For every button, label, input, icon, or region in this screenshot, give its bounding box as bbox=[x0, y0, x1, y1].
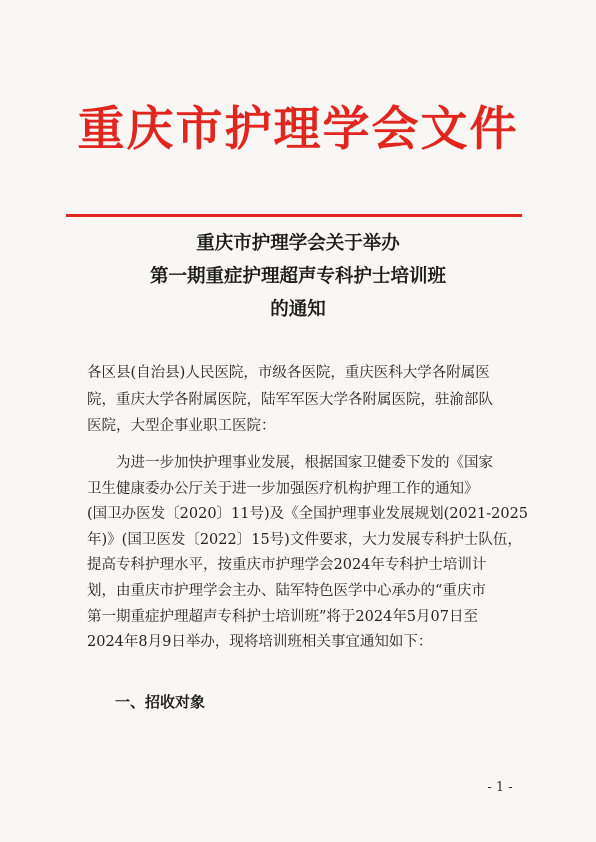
paragraph-line: 提高专科护理水平，按重庆市护理学会2024年专科护士培训计 bbox=[87, 557, 487, 574]
addressee-line: 院，重庆大学各附属医院，陆军军医大学各附属医院，驻渝部队 bbox=[87, 391, 493, 408]
notice-title-line: 第一期重症护理超声专科护士培训班 bbox=[149, 266, 446, 287]
addressee-line: 医院，大型企事业职工医院： bbox=[87, 418, 276, 434]
page-number: - 1 - bbox=[487, 780, 513, 795]
red-divider-line bbox=[66, 214, 522, 217]
paragraph-line: 为进一步加快护理事业发展，根据国家卫健委下发的《国家 bbox=[87, 455, 493, 471]
addressee-block bbox=[87, 360, 519, 440]
notice-title-line: 的通知 bbox=[270, 299, 326, 320]
document-header-title: 重庆市护理学会文件 bbox=[77, 102, 519, 157]
addressee-line: 各区县(自治县)人民医院，市级各医院，重庆医科大学各附属医 bbox=[87, 365, 490, 381]
notice-title-line: 重庆市护理学会关于举办 bbox=[196, 233, 400, 254]
notice-title bbox=[0, 227, 596, 326]
section-heading: 一、招收对象 bbox=[115, 693, 206, 711]
paragraph-line: (国卫办医发〔2020〕11号)及《全国护理事业发展规划(2021-2025 bbox=[87, 506, 529, 523]
paragraph-line: 2024年8月9日举办，现将培训班相关事宜通知如下： bbox=[87, 634, 433, 651]
body-paragraph bbox=[87, 451, 529, 656]
paragraph-line: 卫生健康委办公厅关于进一步加强医疗机构护理工作的通知》 bbox=[87, 480, 479, 497]
paragraph-line: 划，由重庆市护理学会主办、陆军特色医学中心承办的“重庆市 bbox=[87, 582, 486, 599]
paragraph-line: 年)》(国卫医发〔2022〕15号)文件要求，大力发展专科护士队伍， bbox=[87, 531, 522, 548]
paragraph-line: 第一期重症护理超声专科护士培训班”将于2024年5月07日至 bbox=[87, 608, 478, 625]
